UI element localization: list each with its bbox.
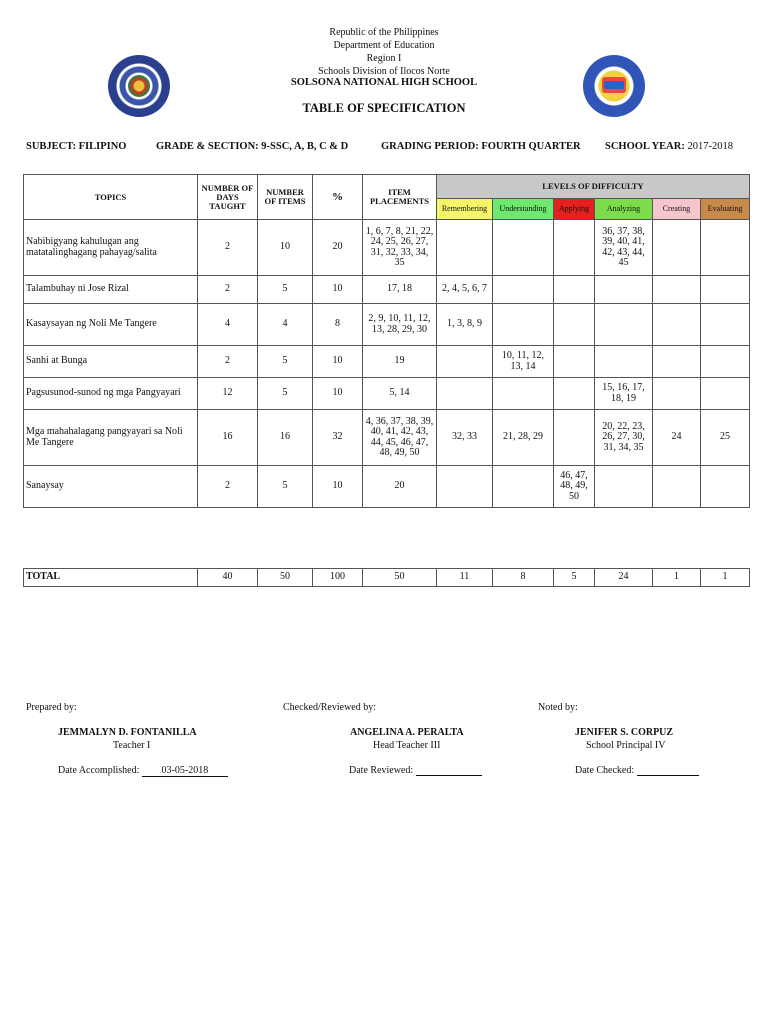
cell-percent: 32 bbox=[313, 410, 363, 466]
cell-applying bbox=[554, 378, 595, 410]
total-table bbox=[23, 568, 750, 587]
date-reviewed-label: Date Reviewed: bbox=[349, 765, 414, 776]
level-header-understanding: Understanding bbox=[493, 199, 554, 220]
cell-analyzing: 15, 16, 17, 18, 19 bbox=[595, 378, 653, 410]
cell-items: 4 bbox=[258, 304, 313, 346]
table-row bbox=[24, 410, 750, 466]
cell-applying bbox=[554, 276, 595, 304]
cell-remembering bbox=[437, 220, 493, 276]
table-row bbox=[24, 276, 750, 304]
header-line-division: Schools Division of Ilocos Norte bbox=[318, 66, 450, 77]
cell-percent: 10 bbox=[313, 466, 363, 508]
cell-remembering: 32, 33 bbox=[437, 410, 493, 466]
checked-by-label: Checked/Reviewed by: bbox=[283, 702, 377, 713]
cell-applying bbox=[554, 304, 595, 346]
cell-topic: Talambuhay ni Jose Rizal bbox=[24, 276, 198, 304]
level-header-creating: Creating bbox=[653, 199, 701, 220]
grade-section-label: GRADE & SECTION: 9-SSC, A, B, C & D bbox=[156, 141, 349, 152]
cell-creating bbox=[653, 346, 701, 378]
cell-creating bbox=[653, 276, 701, 304]
cell-analyzing: 36, 37, 38, 39, 40, 41, 42, 43, 44, 45 bbox=[595, 220, 653, 276]
school-year-label: SCHOOL YEAR: bbox=[605, 141, 685, 152]
header-line-republic: Republic of the Philippines bbox=[329, 27, 439, 38]
noted-title: School Principal IV bbox=[586, 740, 666, 751]
cell-items: 10 bbox=[258, 220, 313, 276]
cell-placements: 5, 14 bbox=[363, 378, 437, 410]
noted-by-label: Noted by: bbox=[538, 702, 578, 713]
school-year bbox=[605, 141, 733, 152]
checked-name: ANGELINA A. PERALTA bbox=[350, 727, 464, 738]
cell-topic: Kasaysayan ng Noli Me Tangere bbox=[24, 304, 198, 346]
cell-evaluating bbox=[701, 346, 750, 378]
total-understanding: 8 bbox=[493, 569, 554, 587]
cell-percent: 8 bbox=[313, 304, 363, 346]
col-header-percent: % bbox=[313, 175, 363, 220]
grading-period-label: GRADING PERIOD: FOURTH QUARTER bbox=[381, 141, 581, 152]
total-remembering: 11 bbox=[437, 569, 493, 587]
cell-items: 5 bbox=[258, 346, 313, 378]
cell-evaluating bbox=[701, 276, 750, 304]
cell-understanding: 10, 11, 12, 13, 14 bbox=[493, 346, 554, 378]
cell-evaluating: 25 bbox=[701, 410, 750, 466]
cell-applying bbox=[554, 410, 595, 466]
total-creating: 1 bbox=[653, 569, 701, 587]
date-reviewed-line bbox=[416, 765, 482, 776]
cell-placements: 2, 9, 10, 11, 12, 13, 28, 29, 30 bbox=[363, 304, 437, 346]
total-percent: 100 bbox=[313, 569, 363, 587]
cell-understanding bbox=[493, 466, 554, 508]
cell-days: 16 bbox=[198, 410, 258, 466]
school-name: SOLSONA NATIONAL HIGH SCHOOL bbox=[290, 77, 478, 88]
table-row bbox=[24, 346, 750, 378]
cell-topic: Mga mahahalagang pangyayari sa Noli Me Tangere bbox=[24, 410, 198, 466]
cell-applying bbox=[554, 220, 595, 276]
cell-days: 4 bbox=[198, 304, 258, 346]
cell-creating: 24 bbox=[653, 410, 701, 466]
prepared-name: JEMMALYN D. FONTANILLA bbox=[58, 727, 197, 738]
cell-placements: 17, 18 bbox=[363, 276, 437, 304]
cell-evaluating bbox=[701, 220, 750, 276]
cell-placements: 19 bbox=[363, 346, 437, 378]
total-evaluating: 1 bbox=[701, 569, 750, 587]
total-row bbox=[24, 569, 750, 587]
date-reviewed bbox=[349, 765, 482, 776]
cell-analyzing bbox=[595, 276, 653, 304]
cell-creating bbox=[653, 378, 701, 410]
date-checked-label: Date Checked: bbox=[575, 765, 635, 776]
col-header-days: NUMBER OF DAYS TAUGHT bbox=[198, 175, 258, 220]
cell-placements: 1, 6, 7, 8, 21, 22, 24, 25, 26, 27, 31, 32, 33, 34, 35 bbox=[363, 220, 437, 276]
cell-topic: Pagsusunod-sunod ng mga Pangyayari bbox=[24, 378, 198, 410]
level-header-evaluating: Evaluating bbox=[701, 199, 750, 220]
cell-analyzing: 20, 22, 23, 26, 27, 30, 31, 34, 35 bbox=[595, 410, 653, 466]
school-year-value: 2017-2018 bbox=[687, 141, 733, 152]
total-days: 40 bbox=[198, 569, 258, 587]
total-items: 50 bbox=[258, 569, 313, 587]
specification-table bbox=[23, 174, 750, 508]
cell-days: 2 bbox=[198, 220, 258, 276]
cell-items: 16 bbox=[258, 410, 313, 466]
cell-understanding bbox=[493, 378, 554, 410]
cell-placements: 4, 36, 37, 38, 39, 40, 41, 42, 43, 44, 45, 46, 47, 48, 49, 50 bbox=[363, 410, 437, 466]
cell-understanding bbox=[493, 220, 554, 276]
level-header-analyzing: Analyzing bbox=[595, 199, 653, 220]
document-title: TABLE OF SPECIFICATION bbox=[302, 101, 466, 115]
cell-applying: 46, 47, 48, 49, 50 bbox=[554, 466, 595, 508]
cell-placements: 20 bbox=[363, 466, 437, 508]
total-applying: 5 bbox=[554, 569, 595, 587]
cell-analyzing bbox=[595, 346, 653, 378]
subject-label: SUBJECT: FILIPINO bbox=[26, 141, 127, 152]
date-checked-line bbox=[637, 765, 699, 776]
cell-percent: 20 bbox=[313, 220, 363, 276]
date-checked bbox=[575, 765, 699, 776]
header-line-region: Region I bbox=[366, 53, 402, 64]
prepared-title: Teacher I bbox=[113, 740, 151, 751]
cell-days: 12 bbox=[198, 378, 258, 410]
cell-evaluating bbox=[701, 466, 750, 508]
cell-evaluating bbox=[701, 304, 750, 346]
cell-percent: 10 bbox=[313, 276, 363, 304]
col-header-placements: ITEM PLACEMENTS bbox=[363, 175, 437, 220]
cell-remembering: 2, 4, 5, 6, 7 bbox=[437, 276, 493, 304]
cell-percent: 10 bbox=[313, 346, 363, 378]
cell-remembering: 1, 3, 8, 9 bbox=[437, 304, 493, 346]
cell-applying bbox=[554, 346, 595, 378]
cell-items: 5 bbox=[258, 276, 313, 304]
table-row bbox=[24, 466, 750, 508]
table-row bbox=[24, 220, 750, 276]
col-header-items: NUMBER OF ITEMS bbox=[258, 175, 313, 220]
col-header-levels: LEVELS OF DIFFICULTY bbox=[437, 175, 750, 199]
cell-remembering bbox=[437, 378, 493, 410]
prepared-by-label: Prepared by: bbox=[26, 702, 77, 713]
cell-remembering bbox=[437, 346, 493, 378]
cell-days: 2 bbox=[198, 276, 258, 304]
table-row bbox=[24, 304, 750, 346]
cell-days: 2 bbox=[198, 466, 258, 508]
level-header-remembering: Remembering bbox=[437, 199, 493, 220]
cell-topic: Nabibigyang kahulugan ang matatalinghagang pahayag/salita bbox=[24, 220, 198, 276]
cell-analyzing bbox=[595, 466, 653, 508]
header-line-deped: Department of Education bbox=[333, 40, 435, 51]
cell-understanding bbox=[493, 304, 554, 346]
cell-analyzing bbox=[595, 304, 653, 346]
date-accomplished bbox=[58, 765, 228, 777]
cell-items: 5 bbox=[258, 466, 313, 508]
date-accomplished-label: Date Accomplished: bbox=[58, 765, 140, 776]
total-placements: 50 bbox=[363, 569, 437, 587]
cell-understanding bbox=[493, 276, 554, 304]
cell-items: 5 bbox=[258, 378, 313, 410]
total-label: TOTAL bbox=[24, 569, 198, 587]
cell-creating bbox=[653, 220, 701, 276]
cell-days: 2 bbox=[198, 346, 258, 378]
cell-topic: Sanaysay bbox=[24, 466, 198, 508]
checked-title: Head Teacher III bbox=[373, 740, 441, 751]
cell-remembering bbox=[437, 466, 493, 508]
col-header-topics: TOPICS bbox=[24, 175, 198, 220]
cell-understanding: 21, 28, 29 bbox=[493, 410, 554, 466]
cell-creating bbox=[653, 466, 701, 508]
total-analyzing: 24 bbox=[595, 569, 653, 587]
noted-name: JENIFER S. CORPUZ bbox=[575, 727, 674, 738]
cell-topic: Sanhi at Bunga bbox=[24, 346, 198, 378]
cell-percent: 10 bbox=[313, 378, 363, 410]
table-row bbox=[24, 378, 750, 410]
level-header-applying: Applying bbox=[554, 199, 595, 220]
cell-creating bbox=[653, 304, 701, 346]
date-accomplished-value: 03-05-2018 bbox=[142, 765, 228, 777]
cell-evaluating bbox=[701, 378, 750, 410]
